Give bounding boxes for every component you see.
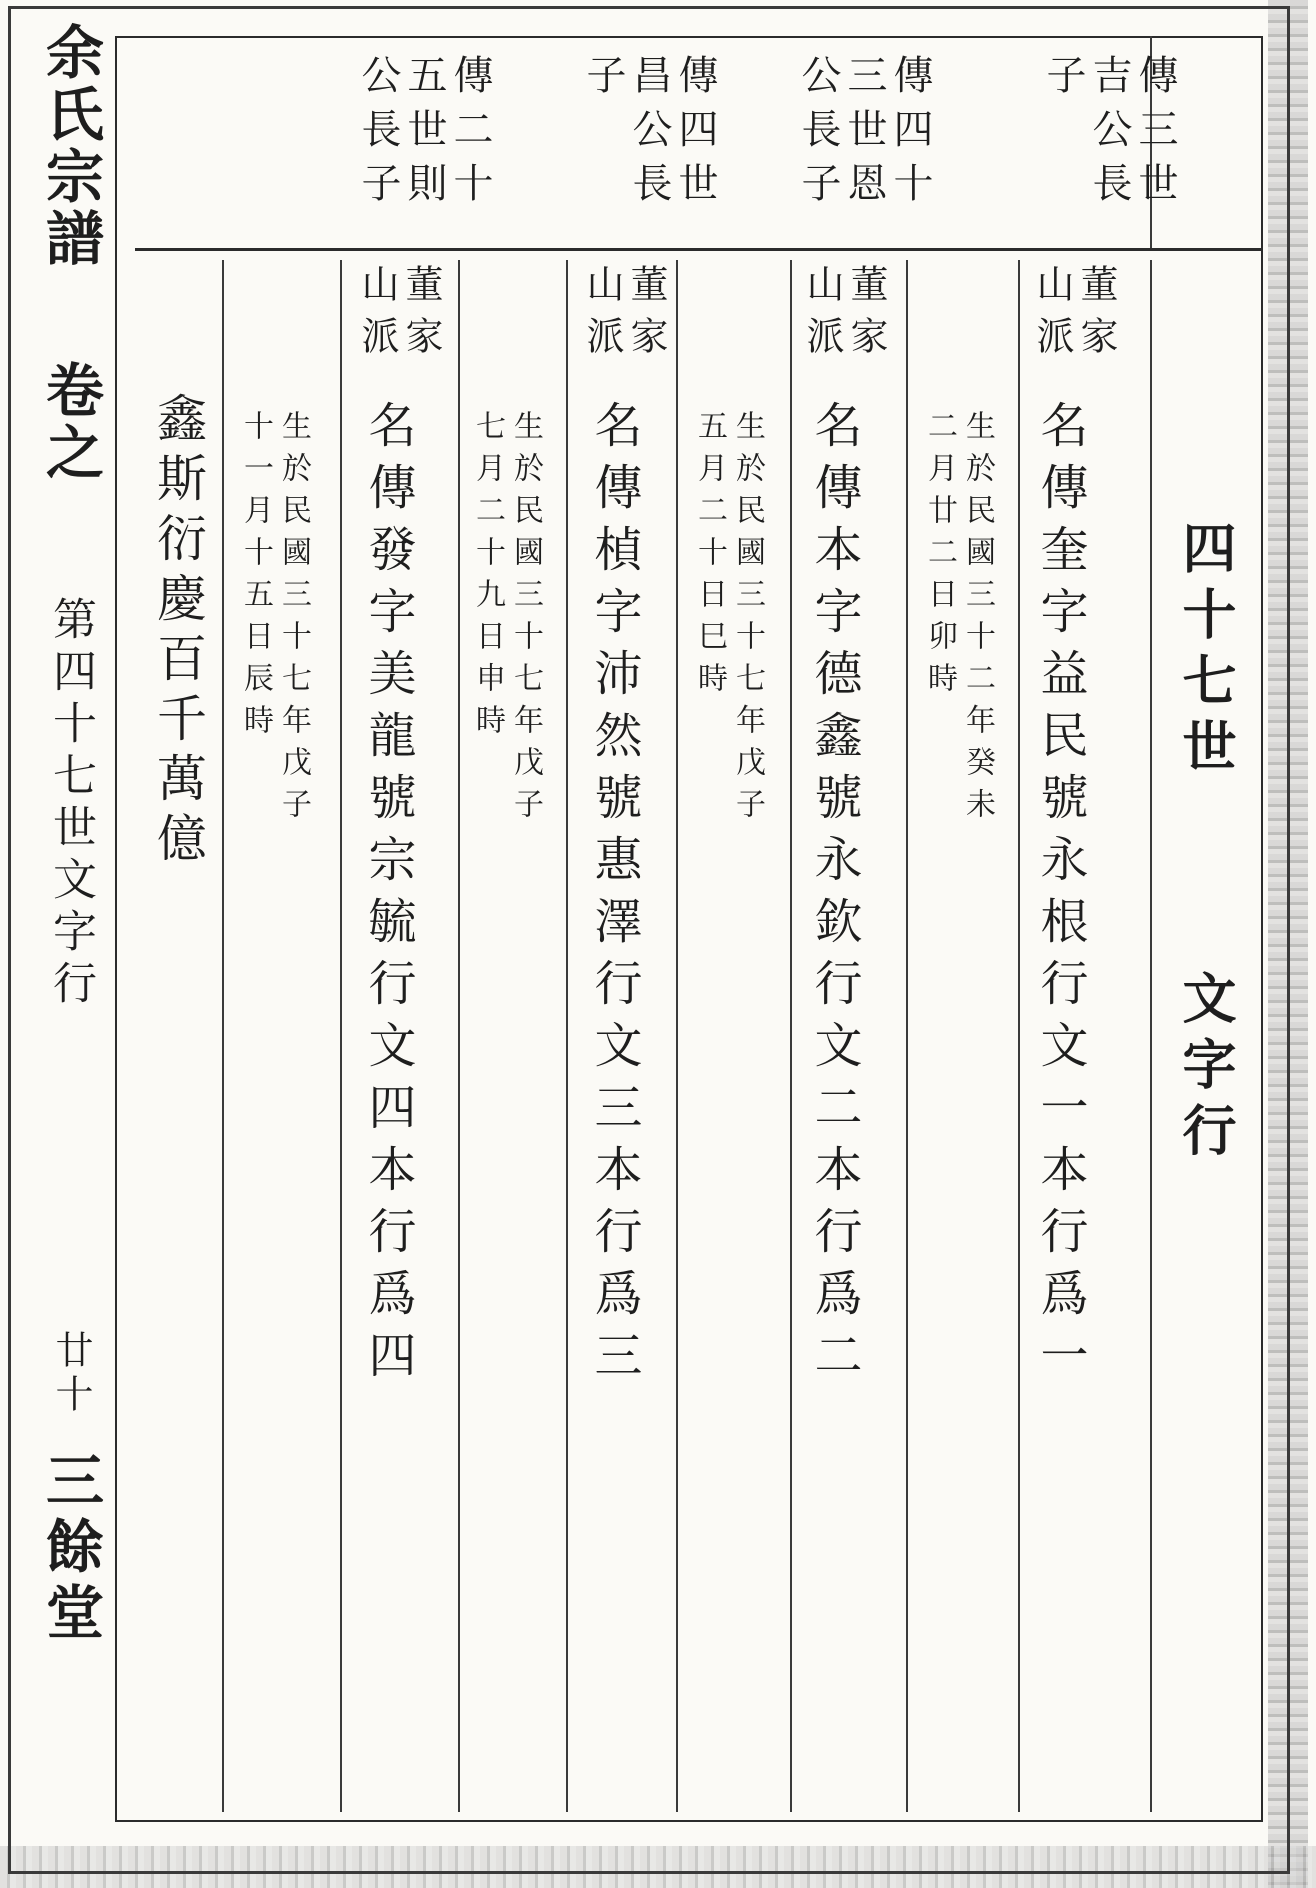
header-note: 傳二十 五世則 公長子 xyxy=(355,54,493,216)
hall-name: 三餘堂 xyxy=(36,1450,104,1648)
entry-branch: 董家 山派 xyxy=(800,264,888,368)
entry-birth: 生於民國三十七年戊子 十一月十五日辰時 xyxy=(238,410,311,830)
entry-branch: 董家 山派 xyxy=(1030,264,1118,368)
entry-name: 名傳奎字益民號永根行文一本行爲一 xyxy=(1032,400,1088,1392)
generation-motto: 鑫斯衍慶百千萬億 xyxy=(149,392,207,872)
entry-birth: 生於民國三十七年戊子 五月二十日巳時 xyxy=(692,410,765,830)
volume-label: 卷之 xyxy=(36,360,104,484)
header-note: 傳四世 昌公長 子 xyxy=(580,54,718,216)
entry-branch: 董家 山派 xyxy=(355,264,443,368)
entry-name: 名傳發字美龍號宗毓行文四本行爲四 xyxy=(360,400,416,1392)
entry-birth: 生於民國三十二年癸未 二月廿二日卯時 xyxy=(922,410,995,830)
column-rule xyxy=(1150,260,1152,1812)
column-rule xyxy=(790,260,792,1812)
header-divider xyxy=(135,248,1263,251)
column-rule xyxy=(906,260,908,1812)
header-note: 傳三世 吉公長 子 xyxy=(1040,54,1178,216)
generation-title: 四十七世 xyxy=(1174,520,1238,784)
column-rule xyxy=(566,260,568,1812)
entry-name: 名傳楨字沛然號惠澤行文三本行爲三 xyxy=(586,400,642,1392)
book-title: 余氏宗譜 xyxy=(36,22,104,270)
section-label: 第四十七世文字行 xyxy=(45,596,96,1012)
column-rule xyxy=(340,260,342,1812)
column-rule xyxy=(458,260,460,1812)
column-rule xyxy=(676,260,678,1812)
entry-birth: 生於民國三十七年戊子 七月二十九日申時 xyxy=(470,410,543,830)
entry-branch: 董家 山派 xyxy=(580,264,668,368)
page-number: 廿十 xyxy=(49,1330,93,1418)
header-note: 傳四十 三世恩 公長子 xyxy=(795,54,933,216)
column-rule xyxy=(222,260,224,1812)
generation-character: 文字行 xyxy=(1174,970,1238,1168)
entry-name: 名傳本字德鑫號永欽行文二本行爲二 xyxy=(806,400,862,1392)
column-rule xyxy=(1018,260,1020,1812)
